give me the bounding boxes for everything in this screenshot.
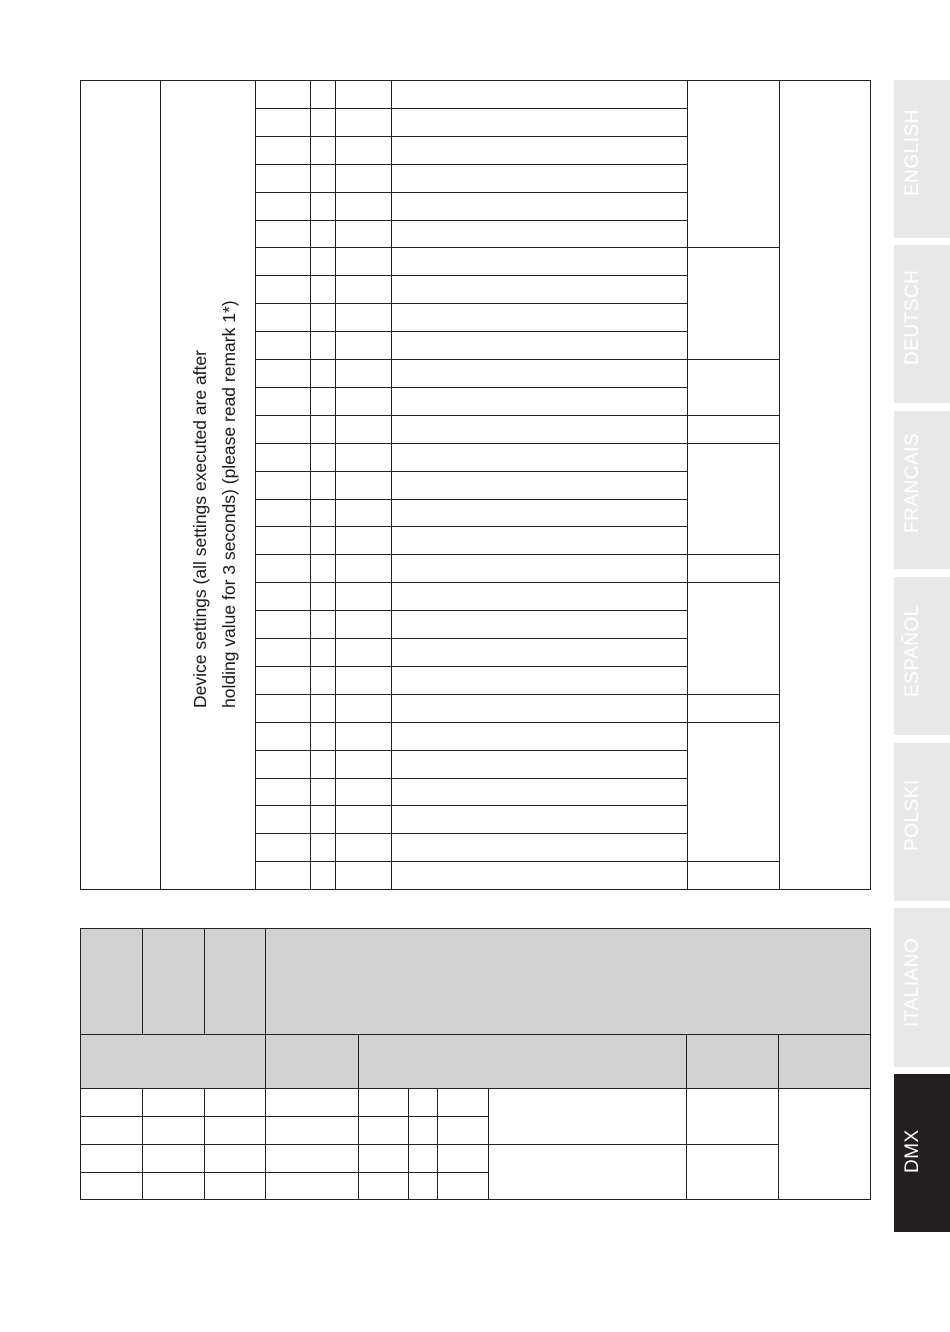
tab-dmx[interactable] <box>894 1074 950 1232</box>
tab-english[interactable] <box>894 80 950 238</box>
row-divider <box>80 1034 870 1035</box>
row-divider <box>80 1116 488 1117</box>
device-settings-line-2: holding value for 3 seconds) (please read remark 1*) <box>219 300 239 708</box>
tab-espanol-label: ESPAÑOL <box>902 605 923 697</box>
column-divider <box>686 1034 687 1200</box>
tab-deutsch[interactable] <box>894 245 950 403</box>
tab-dmx-label: DMX <box>902 1129 923 1173</box>
column-divider <box>778 1034 779 1200</box>
device-settings-line-1: Device settings (all settings executed are after <box>190 350 210 708</box>
tab-espanol[interactable] <box>894 577 950 735</box>
row-divider <box>80 1172 488 1173</box>
row-divider <box>80 1088 870 1089</box>
tab-francais-label: FRANCAIS <box>902 432 923 533</box>
tab-francais[interactable] <box>894 411 950 569</box>
tab-italiano-label: ITALIANO <box>902 937 923 1027</box>
column-divider <box>142 928 143 1034</box>
column-divider <box>265 928 266 1200</box>
tab-deutsch-label: DEUTSCH <box>902 269 923 365</box>
lower-table-outline <box>80 928 871 1200</box>
column-divider <box>204 928 205 1034</box>
tab-english-label: ENGLISH <box>902 109 923 196</box>
tab-italiano[interactable] <box>894 908 950 1067</box>
row-divider <box>80 1144 778 1145</box>
tab-polski[interactable] <box>894 743 950 901</box>
column-divider <box>358 1034 359 1200</box>
tab-polski-label: POLSKI <box>902 779 923 851</box>
